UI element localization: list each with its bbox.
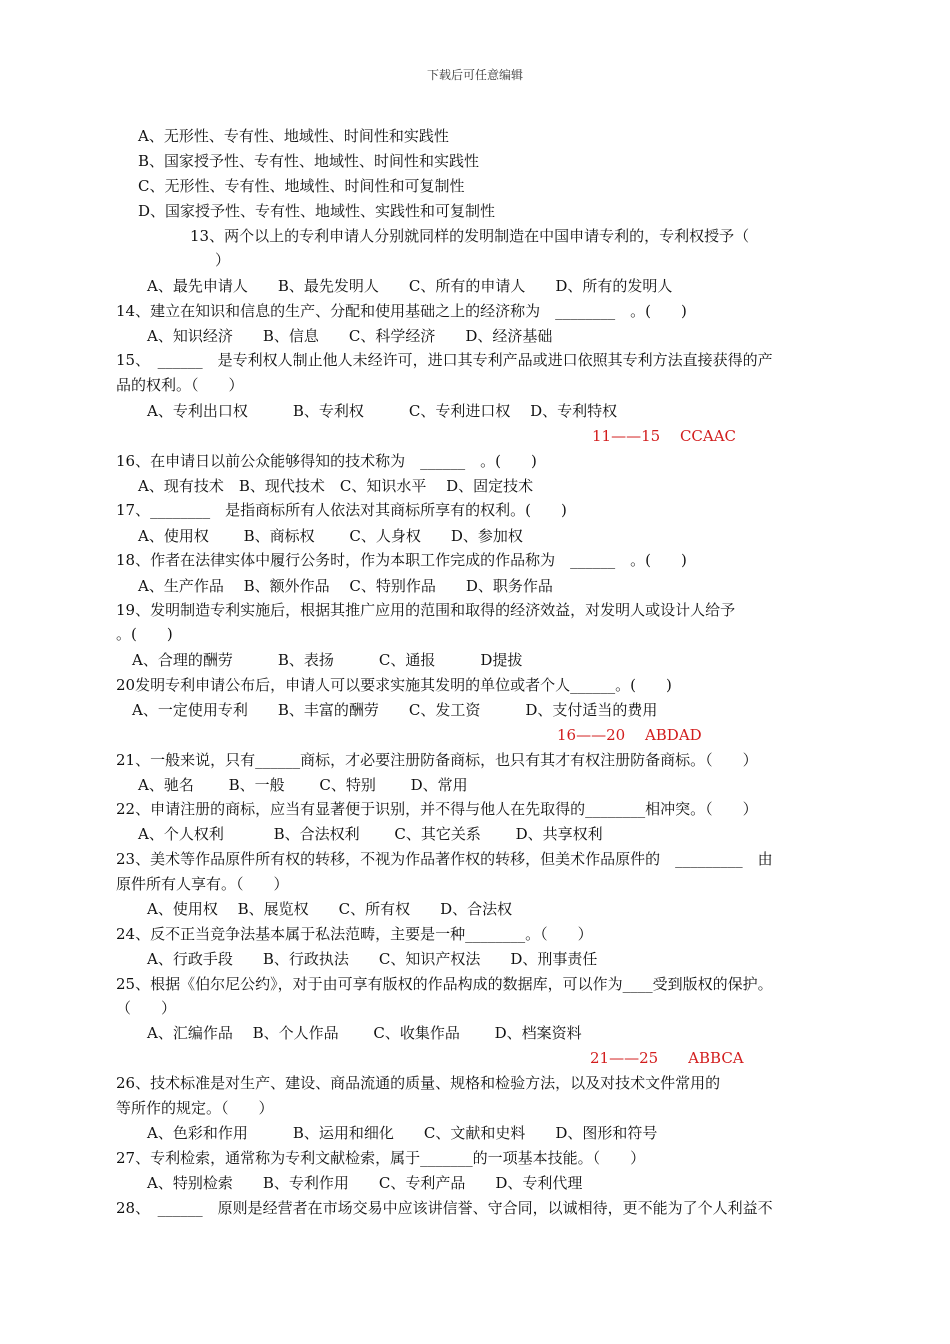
- options-27: A、特别检索 B、专利作用 C、专利产品 D、专利代理: [147, 1174, 583, 1192]
- question-28: 28、 ______ 原则是经营者在市场交易中应该讲信誉、守合同，以诚相待，更不能为了个人利益不: [116, 1199, 773, 1217]
- question-15: 15、 ______ 是专利权人制止他人未经许可，进口其专利产品或进口依照其专利方法直接获得的产: [116, 351, 773, 369]
- question-27: 27、专利检索，通常称为专利文献检索，属于_______的一项基本技能。（ ）: [116, 1149, 646, 1167]
- options-18: A、生产作品 B、额外作品 C、特别作品 D、职务作品: [138, 577, 553, 595]
- options-14: A、知识经济 B、信息 C、科学经济 D、经济基础: [147, 327, 553, 345]
- question-25: 25、根据《伯尔尼公约》，对于由可享有版权的作品构成的数据库，可以作为____受到版权的保护。: [116, 975, 773, 993]
- answer-key-21-25: 21——25 ABBCA: [590, 1049, 744, 1067]
- option-line: C、无形性、专有性、地域性、时间性和可复制性: [138, 177, 465, 195]
- page-header: 下载后可任意编辑: [426, 68, 523, 82]
- question-26: 26、技术标准是对生产、建设、商品流通的质量、规格和检验方法，以及对技术文件常用的: [116, 1074, 721, 1092]
- options-13: A、最先申请人 B、最先发明人 C、所有的申请人 D、所有的发明人: [147, 277, 673, 295]
- option-line: A、无形性、专有性、地域性、时间性和实践性: [138, 127, 449, 145]
- question-16: 16、在申请日以前公众能够得知的技术称为 ______ 。( ): [116, 452, 537, 470]
- options-21: A、驰名 B、一般 C、特别 D、常用: [138, 776, 468, 794]
- question-22: 22、申请注册的商标，应当有显著便于识别，并不得与他人在先取得的________相冲突。（ ）: [116, 800, 758, 818]
- question-23: 23、美术等作品原件所有权的转移，不视为作品著作权的转移，但美术作品原件的 _________ 由: [116, 850, 773, 868]
- options-20: A、一定使用专利 B、丰富的酬劳 C、发工资 D、支付适当的费用: [132, 701, 658, 719]
- options-23: A、使用权 B、展览权 C、所有权 D、合法权: [147, 900, 513, 918]
- question-18: 18、作者在法律实体中履行公务时，作为本职工作完成的作品称为 ______ 。( ): [116, 551, 687, 569]
- question-23-cont: 原件所有人享有。（ ）: [116, 875, 289, 893]
- question-14: 14、建立在知识和信息的生产、分配和使用基础之上的经济称为 ________ 。( ): [116, 302, 687, 320]
- options-22: A、个人权利 B、合法权利 C、其它关系 D、共享权利: [138, 825, 603, 843]
- options-15: A、专利出口权 B、专利权 C、专利进口权 D、专利特权: [147, 402, 618, 420]
- question-24: 24、反不正当竞争法基本属于私法范畴，主要是一种________。（ ）: [116, 925, 593, 943]
- options-16: A、现有技术 B、现代技术 C、知识水平 D、固定技术: [138, 477, 534, 495]
- options-24: A、行政手段 B、行政执法 C、知识产权法 D、刑事责任: [147, 950, 598, 968]
- question-19: 19、发明制造专利实施后，根据其推广应用的范围和取得的经济效益，对发明人或设计人给予: [116, 601, 736, 619]
- options-19: A、合理的酬劳 B、表扬 C、通报 D提拔: [132, 651, 523, 669]
- options-25: A、汇编作品 B、个人作品 C、收集作品 D、档案资料: [147, 1024, 582, 1042]
- question-13-paren: ）: [215, 251, 231, 269]
- options-17: A、使用权 B、商标权 C、人身权 D、参加权: [138, 527, 523, 545]
- question-20: 20发明专利申请公布后，申请人可以要求实施其发明的单位或者个人______。( ): [116, 676, 672, 694]
- question-13: 13、两个以上的专利申请人分别就同样的发明制造在中国申请专利的，专利权授予（: [190, 227, 750, 245]
- question-21: 21、一般来说，只有______商标，才必要注册防备商标，也只有其才有权注册防备商标。（ ）: [116, 751, 758, 769]
- question-15-cont: 品的权利。（ ）: [116, 376, 244, 394]
- question-19-cont: 。( ): [116, 625, 173, 643]
- question-26-cont: 等所作的规定。（ ）: [116, 1099, 274, 1117]
- option-line: B、国家授予性、专有性、地域性、时间性和实践性: [138, 152, 480, 170]
- options-26: A、色彩和作用 B、运用和细化 C、文献和史料 D、图形和符号: [147, 1124, 658, 1142]
- question-17: 17、________ 是指商标所有人依法对其商标所享有的权利。( ): [116, 501, 567, 519]
- answer-key-11-15: 11——15 CCAAC: [592, 427, 737, 445]
- question-25-paren: （ ）: [116, 999, 177, 1017]
- answer-key-16-20: 16——20 ABDAD: [557, 726, 702, 744]
- option-line: D、国家授予性、专有性、地域性、实践性和可复制性: [138, 202, 496, 220]
